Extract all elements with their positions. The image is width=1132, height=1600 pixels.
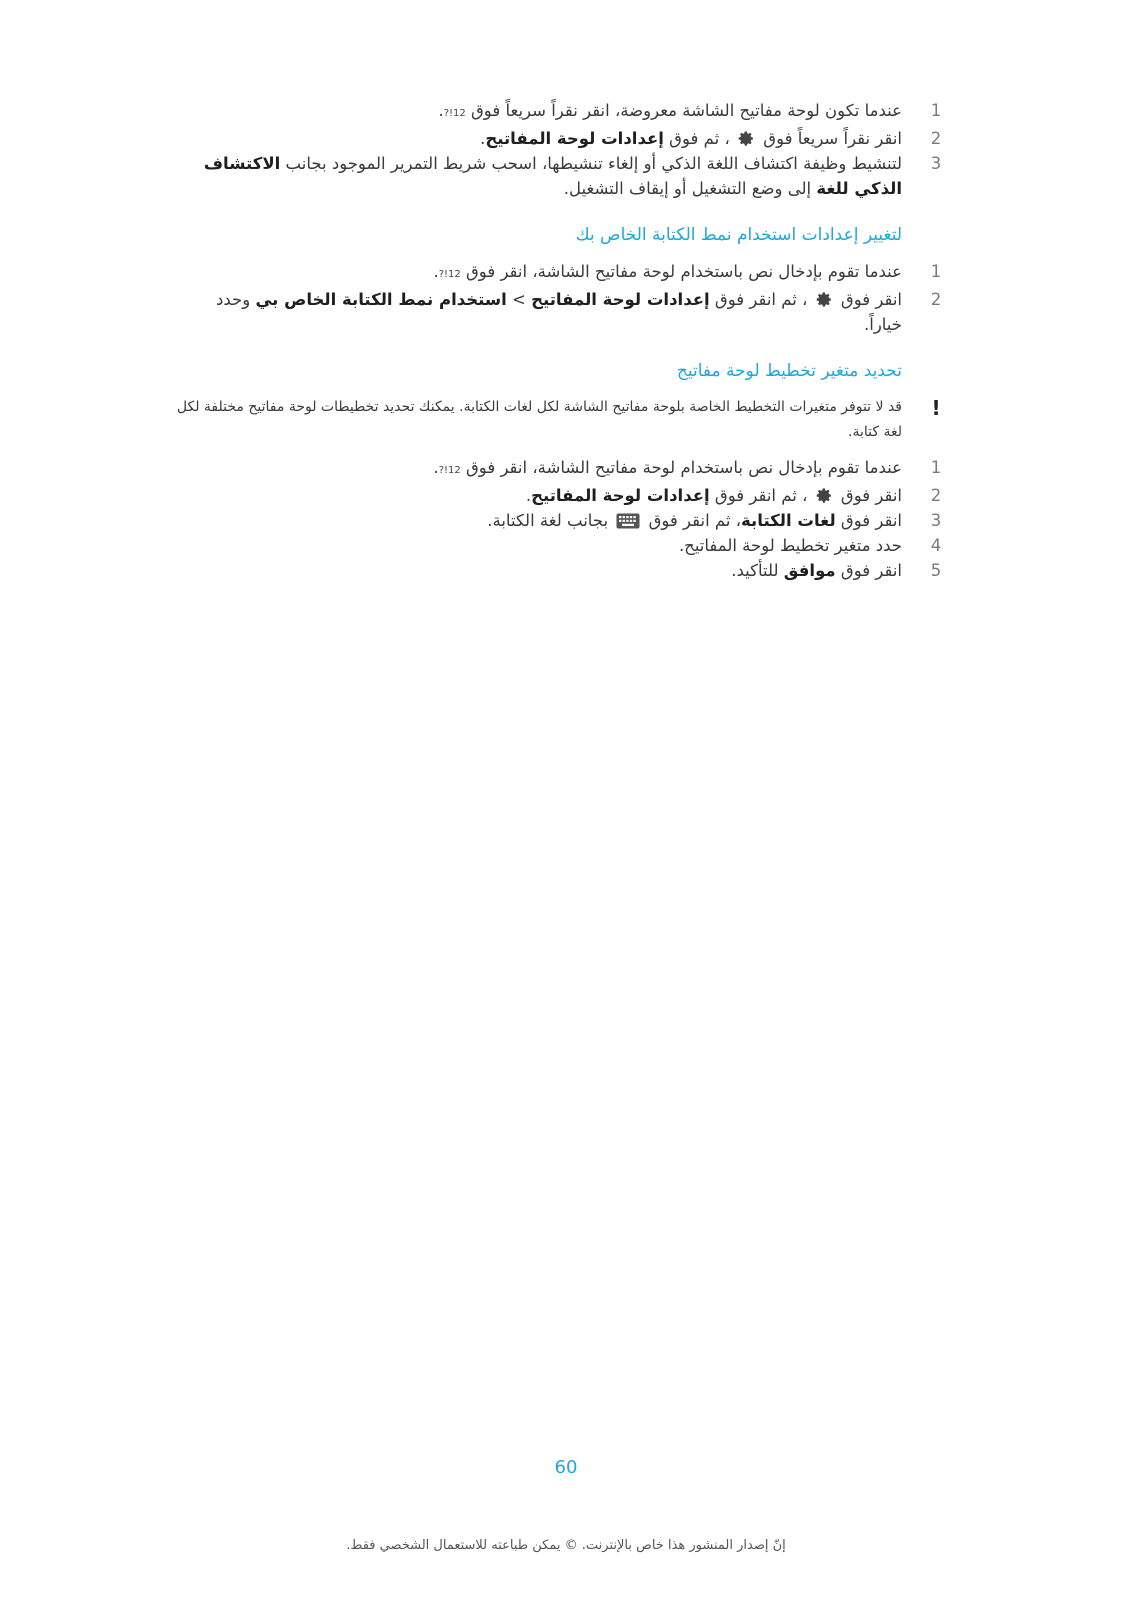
step-text: انقر فوق: [840, 511, 902, 530]
step-item: 1 عندما تقوم بإدخال نص باستخدام لوحة مفاتيح الشاشة، انقر فوق 12!?.: [186, 455, 946, 483]
step-text: لتنشيط وظيفة اكتشاف اللغة الذكي أو إلغاء تنشيطها، اسحب شريط التمرير الموجود بجانب: [285, 154, 902, 173]
footer-notice: إنّ إصدار المنشور هذا خاص بالإنترنت. © يمكن طباعته للاستعمال الشخصي فقط.: [346, 1538, 786, 1553]
step-number: 3: [930, 511, 942, 530]
step-item: 2 انقر فوق ، ثم انقر فوق إعدادات لوحة المفاتيح.: [186, 483, 946, 508]
use-my-writing-style-label: استخدام نمط الكتابة الخاص بي: [255, 290, 507, 309]
step-number: 2: [930, 290, 942, 309]
keyboard-settings-label: إعدادات لوحة المفاتيح: [531, 290, 710, 309]
symbols-key-label: 12!?: [438, 269, 461, 280]
step-text: عندما تقوم بإدخال نص باستخدام لوحة مفاتيح الشاشة، انقر فوق: [466, 458, 902, 477]
step-number: 1: [930, 262, 942, 281]
keyboard-settings-label: إعدادات لوحة المفاتيح: [485, 129, 664, 148]
step-number: 3: [930, 154, 942, 173]
step-number: 2: [930, 129, 942, 148]
gear-icon: [816, 291, 833, 308]
step-item: 2 انقر نقراً سريعاً فوق ، ثم فوق إعدادات لوحة المفاتيح.: [186, 126, 946, 151]
step-item: 5 انقر فوق موافق للتأكيد.: [186, 558, 946, 583]
step-text: حدد متغير تخطيط لوحة المفاتيح.: [678, 536, 902, 555]
step-number: 5: [930, 561, 942, 580]
document-body: [176, 98, 946, 583]
symbols-key-label: 12!?: [438, 465, 461, 476]
smart-language-detection-label: الاكتشاف الذكي للغة: [203, 154, 902, 198]
steps-list-layout-variant: [186, 455, 946, 583]
step-item: 3 لتنشيط وظيفة اكتشاف اللغة الذكي أو إلغاء تنشيطها، اسحب شريط التمرير الموجود بجانب الاكتشاف الذكي للغة إلى وضع التشغيل أو إيقاف التشغيل.: [186, 151, 946, 201]
steps-list-writing-style: [186, 259, 946, 337]
steps-list-smart-language: [186, 98, 946, 201]
step-number: 4: [930, 536, 942, 555]
step-text: عندما تكون لوحة مفاتيح الشاشة معروضة، انقر نقراً سريعاً فوق: [471, 101, 902, 120]
ok-label: موافق: [783, 561, 836, 580]
symbols-key-label: 12!?: [443, 108, 466, 119]
step-item: 3 انقر فوق لغات الكتابة، ثم انقر فوق بجانب لغة الكتابة.: [186, 508, 946, 533]
step-number: 1: [930, 458, 942, 477]
step-item: 1 عندما تكون لوحة مفاتيح الشاشة معروضة، انقر نقراً سريعاً فوق 12!?.: [186, 98, 946, 126]
note-block: [172, 395, 946, 445]
exclamation-icon: !: [931, 396, 941, 420]
page-number: 60: [554, 1457, 578, 1478]
writing-languages-label: لغات الكتابة: [741, 511, 836, 530]
step-text: انقر فوق: [840, 561, 902, 580]
step-item: 1 عندما تقوم بإدخال نص باستخدام لوحة مفاتيح الشاشة، انقر فوق 12!?.: [186, 259, 946, 287]
note-text: قد لا تتوفر متغيرات التخطيط الخاصة بلوحة مفاتيح الشاشة لكل لغات الكتابة. يمكنك تحديد تخطيطات لوحة مفاتيح مختلفة لكل لغة كتابة.: [176, 399, 902, 440]
gear-icon: [816, 487, 833, 504]
step-item: [186, 533, 946, 558]
step-text: انقر نقراً سريعاً فوق: [763, 129, 902, 148]
section-heading: لتغيير إعدادات استخدام نمط الكتابة الخاص بك: [575, 225, 902, 245]
keyboard-icon: [616, 513, 640, 529]
keyboard-settings-label: إعدادات لوحة المفاتيح: [531, 486, 710, 505]
step-text: انقر فوق: [840, 486, 902, 505]
gear-icon: [738, 130, 755, 147]
step-text: انقر فوق: [840, 290, 902, 309]
section-heading: تحديد متغير تخطيط لوحة مفاتيح: [676, 361, 902, 381]
step-number: 1: [930, 101, 942, 120]
step-number: 2: [930, 486, 942, 505]
step-item: 2 انقر فوق ، ثم انقر فوق إعدادات لوحة المفاتيح > استخدام نمط الكتابة الخاص بي وحدد خياراً.: [186, 287, 946, 337]
step-text: عندما تقوم بإدخال نص باستخدام لوحة مفاتيح الشاشة، انقر فوق: [466, 262, 902, 281]
